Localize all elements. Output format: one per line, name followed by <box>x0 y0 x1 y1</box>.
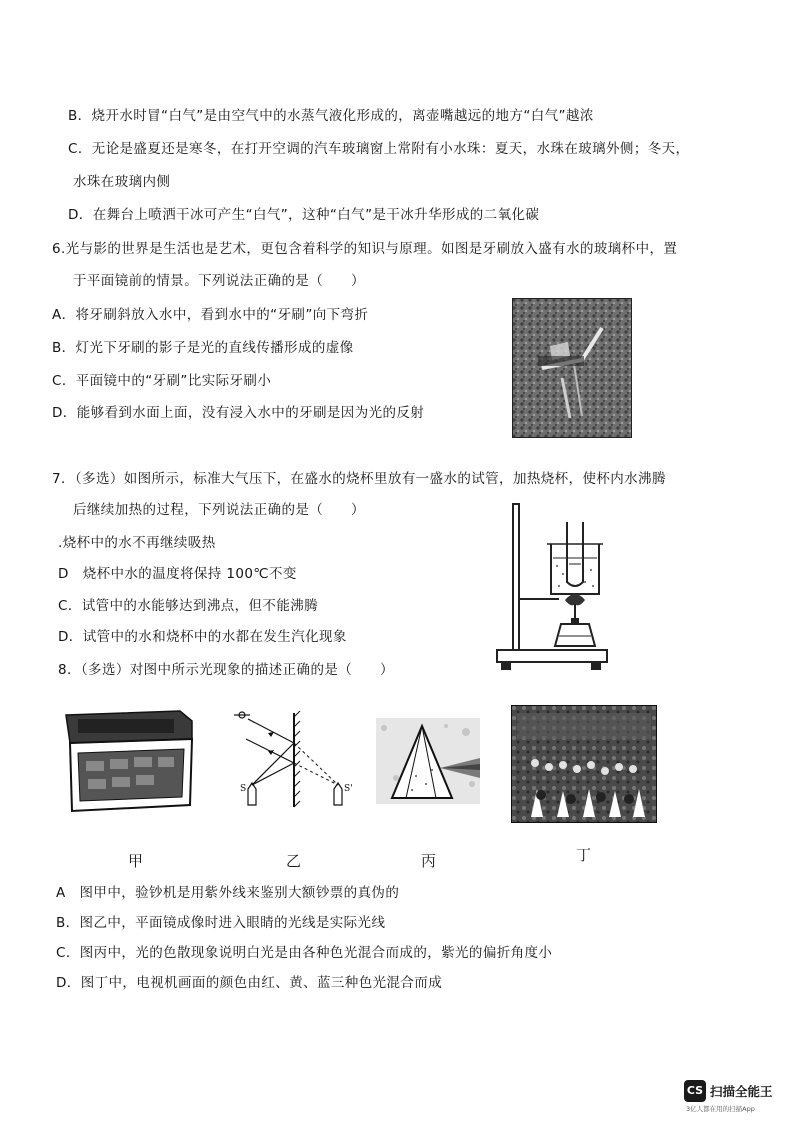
q5-option-c-line2: 水珠在玻璃内侧 <box>73 174 171 190</box>
figure-label-jia: 甲 <box>128 852 144 870</box>
q7-option-c: C．试管中的水能够达到沸点，但不能沸腾 <box>58 598 319 614</box>
scanner-watermark <box>684 1080 788 1114</box>
q6-stem-line1: 6.光与影的世界是生活也是艺术，更包含着科学的知识与原理。如图是牙刷放入盛有水的玻璃杯中，置 <box>52 241 678 257</box>
currency-detector-figure <box>60 705 200 817</box>
q6-option-a: A．将牙刷斜放入水中，看到水中的“牙刷”向下弯折 <box>52 307 369 323</box>
q6-option-d: D．能够看到水面上面，没有浸入水中的牙刷是因为光的反射 <box>52 405 425 421</box>
q5-option-d: D．在舞台上喷洒干冰可产生“白气”，这种“白气”是干冰升华形成的二氧化碳 <box>68 207 540 223</box>
watermark-subtitle: 3亿人都在用的扫描App <box>686 1105 755 1113</box>
boiling-apparatus-figure <box>495 500 613 678</box>
q5-option-c-line1: C．无论是盛夏还是寒冬，在打开空调的汽车玻璃窗上常附有小水珠：夏天，水珠在玻璃外侧；冬天， <box>68 141 690 157</box>
q8-option-d: D．图丁中，电视机画面的颜色由红、黄、蓝三种色光混合而成 <box>56 975 443 991</box>
camscanner-logo-icon: CS <box>684 1080 706 1102</box>
figure-label-yi: 乙 <box>286 852 302 870</box>
q6-option-b: B．灯光下牙刷的影子是光的直线传播形成的虚像 <box>52 340 354 356</box>
toothbrush-glass-photo <box>512 298 632 438</box>
q8-option-b: B．图乙中，平面镜成像时进入眼睛的光线是实际光线 <box>56 915 386 931</box>
q8-option-a: A 图甲中，验钞机是用紫外线来鉴别大额钞票的真伪的 <box>56 885 400 901</box>
figure-label-bing: 丙 <box>421 852 437 870</box>
q6-option-c: C．平面镜中的“牙刷”比实际牙刷小 <box>52 373 272 389</box>
prism-dispersion-figure <box>376 718 480 804</box>
q7-stem-line1: 7．（多选）如图所示，标准大气压下，在盛水的烧杯里放有一盛水的试管，加热烧杯，使杯内水沸腾 <box>52 471 666 487</box>
q7-option-d: D．试管中的水和烧杯中的水都在发生汽化现象 <box>58 629 347 645</box>
figure-label-ding: 丁 <box>576 846 592 864</box>
q6-stem-line2: 于平面镜前的情景。下列说法正确的是（ ） <box>73 273 365 289</box>
q7-option-a: .烧杯中的水不再继续吸热 <box>58 535 216 551</box>
q7-option-b: D 烧杯中水的温度将保持 100℃不变 <box>58 566 297 582</box>
q8-stem: 8．（多选）对图中所示光现象的描述正确的是（ ） <box>58 662 394 678</box>
mirror-ray-diagram <box>228 705 370 820</box>
q5-option-b: B．烧开水时冒“白气”是由空气中的水蒸气液化形成的，离壶嘴越远的地方“白气”越浓 <box>68 108 594 124</box>
watermark-title: 扫描全能王 <box>710 1084 773 1099</box>
q7-stem-line2: 后继续加热的过程，下列说法正确的是（ ） <box>73 502 365 518</box>
tv-pixel-photo <box>511 705 657 823</box>
q8-option-c: C．图丙中，光的色散现象说明白光是由各种色光混合而成的，紫光的偏折角度小 <box>56 945 553 961</box>
image-label-s-prime: S' <box>344 784 353 794</box>
source-label-s: S <box>240 784 247 794</box>
